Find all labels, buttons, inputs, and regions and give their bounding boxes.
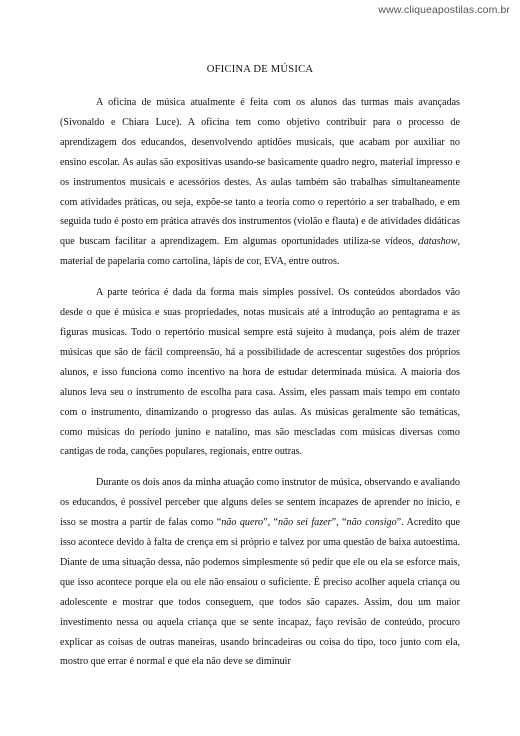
- paragraph-1-italic-term: datashow: [418, 236, 458, 248]
- paragraph-2-text: A parte teórica é dada da forma mais simples possível. Os conteúdos abordados vão desde o que é música e suas propriedades, notas musicais até a introdução ao pentagrama e as figuras musicas. Todo o repertório musical sempre está sujeito à mudança, pois além de trazer músicas que são de fácil compreensão, há a possibilidade de acrescentar sugestões dos próprios alunos, e isso funciona como incentivo na hora de estudar determinada música. A maioria dos alunos leva seu o instrumento de escolha para casa. Assim, eles passam mais tempo em contato com o instrumento, dinamizando o progresso das aulas. As músicas geralmente são temáticas, como músicas do período junino e natalino, mas são mescladas com músicas diversas como cantigas de roda, canções populares, regionais, entre outras.: [60, 287, 460, 458]
- paragraph-3-text-end: ”. Acredito que isso acontece devido à falta de crença em si próprio e talvez por uma questão de baixa autoestima. Diante de uma situação dessa, não podemos simplesmente só pedir que ele ou ela se esforce mais, que isso acontece porque ela ou ele não ensaiou o suficiente. É preciso acolher aquela criança ou adolescente e mostrar que todos conseguem, que todos são capazes. Assim, dou um maior investimento nessa ou aquela criança que se sente incapaz, faço revisão de conteúdo, procuro explicar as coisas de outras maneiras, usando brincadeiras ou coisa do tipo, toco junto com ela, mostro que errar é normal e que ela não deve se diminuir: [60, 517, 460, 668]
- quote-nao-quero: não quero: [221, 517, 264, 529]
- paragraph-1-text: A oficina de música atualmente é feita com os alunos das turmas mais avançadas (Sivonaldo e Chiara Luce). A oficina tem como objetivo contribuir para o processo de aprendizagem dos educandos, desenvolvendo aptidões musicais, que acabam por auxiliar no ensino escolar. As aulas são expositivas usando-se basicamente quadro negro, material impresso e os instrumentos musicais e acessórios destes. As aulas também são trabalhas simultaneamente com atividades práticas, ou seja, expõe-se tanto a teoria como o repertório a ser trabalhado, e em seguida tudo é posto em prática através dos instrumentos (violão e flauta) e de atividades didáticas que buscam facilitar a aprendizagem. Em algumas oportunidades utiliza-se vídeos,: [60, 97, 460, 248]
- quote-separator: ”, “: [263, 517, 279, 529]
- paragraph-1: [60, 93, 460, 272]
- paragraph-3: [60, 473, 460, 672]
- quote-separator: ”, “: [331, 517, 347, 529]
- paragraph-2: [60, 283, 460, 462]
- paragraph-1-text-end: , material de papelaria como cartolina, lápis de cor, EVA, entre outros.: [60, 236, 460, 268]
- document-page: [60, 40, 460, 683]
- quote-nao-sei-fazer: não sei fazer: [278, 517, 332, 529]
- quote-nao-consigo: não consigo: [346, 517, 397, 529]
- document-title: OFICINA DE MÚSICA: [206, 64, 314, 75]
- paragraph-3-text: Durante os dois anos da minha atuação como instrutor de música, observando e avaliando os educandos, é possível perceber que alguns deles se sentem incapazes de aprender no início, e isso se mostra a partir de falas como “: [60, 477, 460, 529]
- site-url: www.cliqueapostilas.com.br: [378, 4, 510, 16]
